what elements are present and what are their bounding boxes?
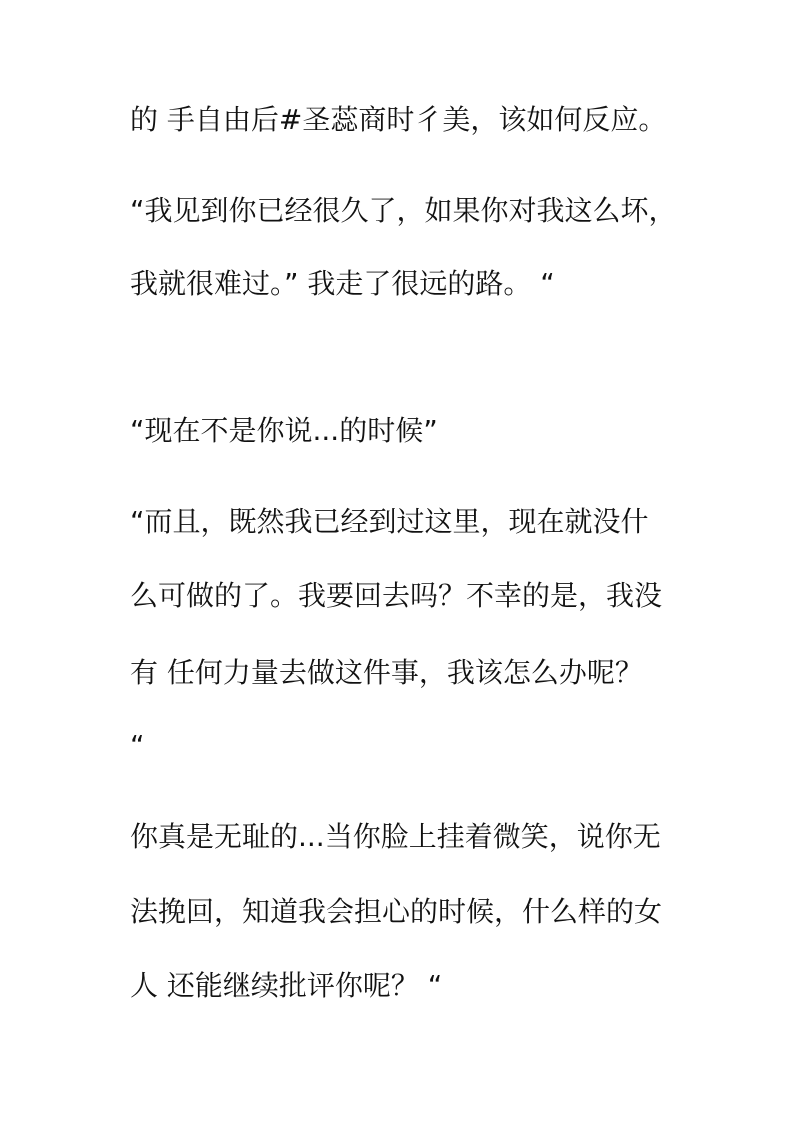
text-line: “ (130, 729, 145, 762)
text-line: “现在不是你说...的时候” (130, 414, 438, 447)
text-line: 我就很难过。” 我走了很远的路。 “ (130, 267, 555, 300)
text-line: “我见到你已经很久了，如果你对我这么坏， (130, 194, 677, 227)
text-line: 么可做的了。我要回去吗？不幸的是，我没 (130, 579, 663, 612)
text-line: 的 手自由后#圣蕊商时彳美，该如何反应。 (130, 103, 667, 136)
text-line: 有 任何力量去做这件事，我该怎么办呢？ (130, 656, 643, 689)
text-line: 法挽回，知道我会担心的时候，什么样的女 (130, 895, 663, 928)
text-line: “而且，既然我已经到过这里，现在就没什 (130, 505, 649, 538)
text-line: 人 还能继续批评你呢？ “ (130, 969, 443, 1002)
text-line: 你真是无耻的...当你脸上挂着微笑，说你无 (130, 820, 661, 853)
